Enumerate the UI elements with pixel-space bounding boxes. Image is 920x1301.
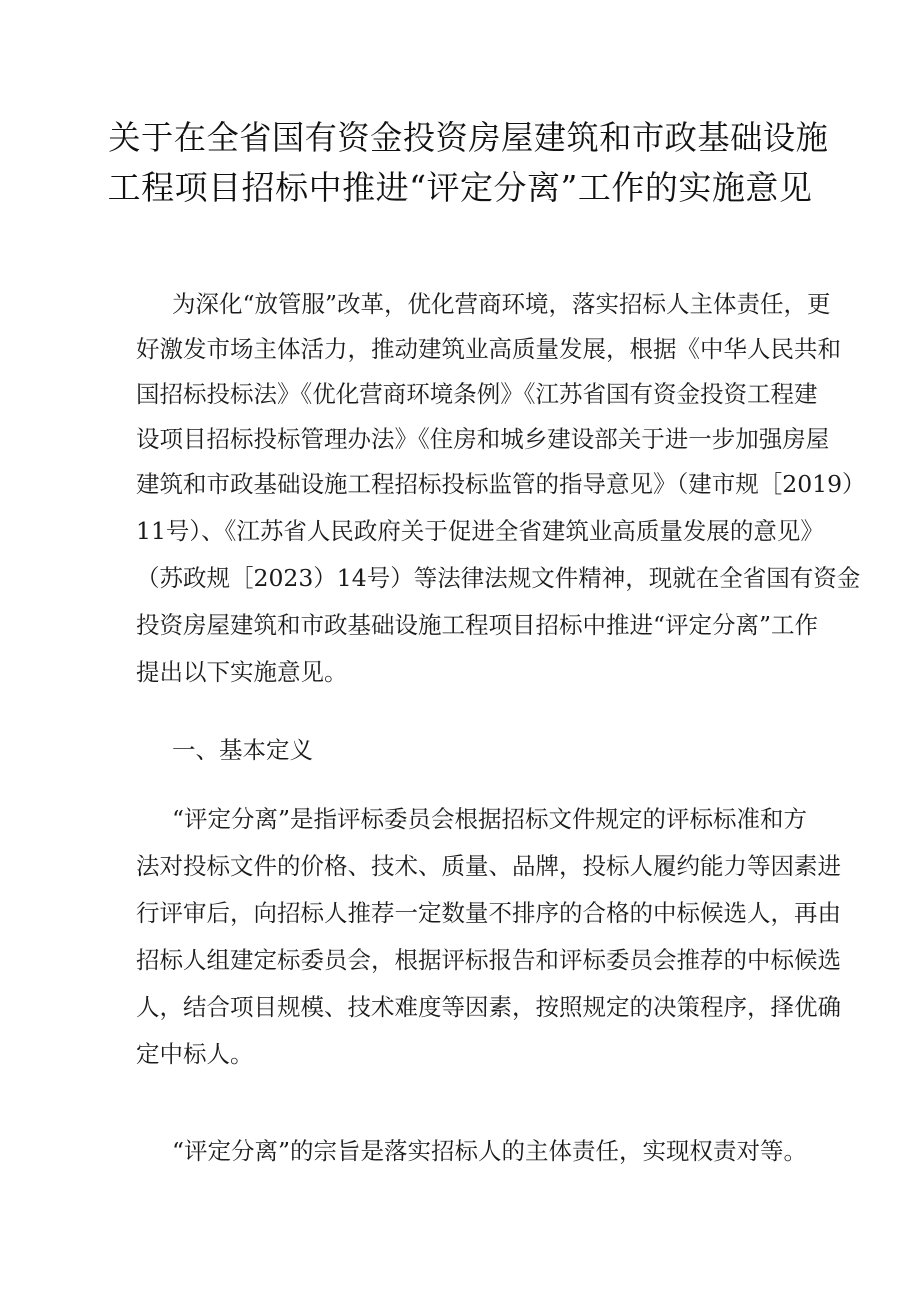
paragraph-1-line-3: 国招标投标法》《优化营商环境条例》《江苏省国有资金投资工程建	[136, 380, 818, 408]
paragraph-1-line-1: 为深化“放管服”改革，优化营商环境，落实招标人主体责任，更	[172, 290, 831, 318]
document-title-line-1: 关于在全省国有资金投资房屋建筑和市政基础设施	[108, 118, 829, 157]
paragraph-2-line-3: 行评审后，向招标人推荐一定数量不排序的合格的中标候选人，再由	[136, 899, 841, 927]
paragraph-1-line-9: 提出以下实施意见。	[136, 658, 348, 686]
paragraph-2-line-5: 人，结合项目规模、技术难度等因素，按照规定的决策程序，择优确	[136, 993, 841, 1021]
paragraph-3: “评定分离”的宗旨是落实招标人的主体责任，实现权责对等。	[172, 1137, 808, 1165]
paragraph-2-line-2: 法对投标文件的价格、技术、质量、品牌，投标人履约能力等因素进	[136, 852, 841, 880]
paragraph-1-line-7: （苏政规［2023）14号）等法律法规文件精神，现就在全省国有资金	[136, 564, 861, 592]
document-title-line-2: 工程项目招标中推进“评定分离”工作的实施意见	[107, 168, 813, 207]
paragraph-2-line-4: 招标人组建定标委员会，根据评标报告和评标委员会推荐的中标候选	[136, 946, 841, 974]
paragraph-1-line-5: 建筑和市政基础设施工程招标投标监管的指导意见》（建市规［2019）	[136, 470, 866, 498]
paragraph-1-line-8: 投资房屋建筑和市政基础设施工程项目招标中推进“评定分离”工作	[136, 611, 819, 639]
paragraph-1-line-4: 设项目招标投标管理办法》《住房和城乡建设部关于进一步加强房屋	[136, 425, 830, 453]
section-1-heading: 一、基本定义	[172, 736, 313, 764]
paragraph-2-line-1: “评定分离”是指评标委员会根据招标文件规定的评标标准和方	[172, 805, 808, 833]
paragraph-1-line-2: 好激发市场主体活力，推动建筑业高质量发展，根据《中华人民共和	[136, 335, 841, 363]
paragraph-2-line-6: 定中标人。	[136, 1040, 254, 1068]
paragraph-1-line-6: 11号）、《江苏省人民政府关于促进全省建筑业高质量发展的意见》	[136, 517, 824, 545]
